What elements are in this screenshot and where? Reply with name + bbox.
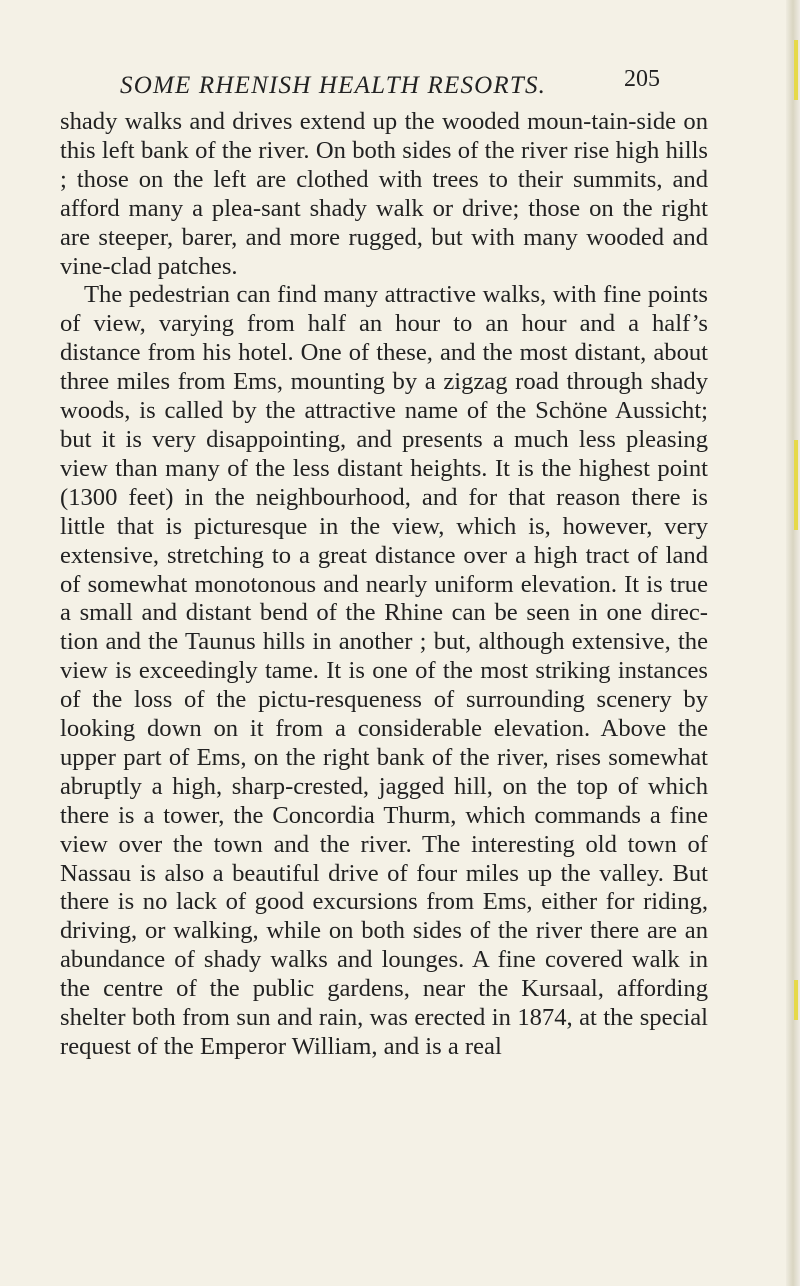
edge-color-mark bbox=[794, 440, 798, 530]
edge-color-mark bbox=[794, 40, 798, 100]
running-head: SOME RHENISH HEALTH RESORTS. bbox=[120, 72, 547, 99]
page-number: 205 bbox=[624, 66, 660, 92]
page-header bbox=[120, 66, 660, 106]
edge-color-mark bbox=[794, 980, 798, 1020]
body-text bbox=[60, 108, 708, 1062]
page-edge-strip bbox=[786, 0, 800, 1286]
paragraph: shady walks and drives extend up the wooded moun-tain-side on this left bank of the river. On both sides of the river rise high hills ; those on the left are clothed with trees to their summits, and afford many a plea-sant shady walk or drive; those on the right are steeper, barer, and more rugged, but with many wooded and vine-clad patches. bbox=[60, 108, 708, 280]
paragraph: The pedestrian can find many attractive walks, with fine points of view, varying from half an hour to an hour and a half’s distance from his hotel. One of these, and the most distant, about three miles from Ems, mounting by a zigzag road through shady woods, is called by the attractive name of the Schöne Aussicht; but it is very disappointing, and presents a much less pleasing view than many of the less distant heights. It is the highest point (1300 feet) in the neighbourhood, and for that reason there is little that is picturesque in the view, which is, however, very extensive, stretching to a great distance over a high tract of land of somewhat monotonous and nearly uniform elevation. It is true a small and distant bend of the Rhine can be seen in one direc-tion and the Taunus hills in another ; but, although extensive, the view is exceedingly tame. It is one of the most striking instances of the loss of the pictu-resqueness of surrounding scenery by looking down on it from a considerable elevation. Above the upper part of Ems, on the right bank of the river, rises somewhat abruptly a high, sharp-crested, jagged hill, on the top of which there is a tower, the Concordia Thurm, which commands a fine view over the town and the river. The interesting old town of Nassau is also a beautiful drive of four miles up the valley. But there is no lack of good excursions from Ems, either for riding, driving, or walking, while on both sides of the river there are an abundance of shady walks and lounges. A fine covered walk in the centre of the public gardens, near the Kursaal, affording shelter both from sun and rain, was erected in 1874, at the special request of the Emperor William, and is a real bbox=[60, 281, 708, 1060]
